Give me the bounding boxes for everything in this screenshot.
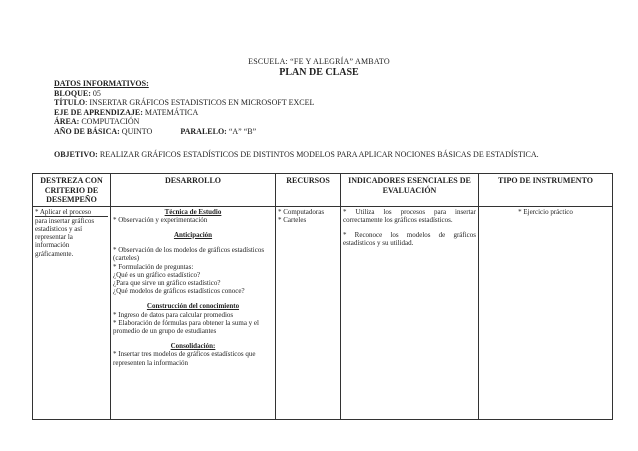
recurso-item: * Computadoras xyxy=(278,207,325,216)
tecnica-title: Técnica de Estudio xyxy=(164,207,222,216)
bloque-value: 05 xyxy=(92,88,101,98)
indicador-item: * Utiliza los procesos para insertar correctamente los gráficos estadísticos. xyxy=(343,207,476,224)
page-title: PLAN DE CLASE xyxy=(279,67,359,78)
recurso-item: * Carteles xyxy=(278,215,307,224)
header-recursos: RECURSOS xyxy=(276,174,341,207)
anticipacion-item: * Observación de los modelos de gráficos estadísticos (carteles) xyxy=(113,246,265,263)
objetivo-text: REALIZAR GRÁFICOS ESTADÍSTICOS DE DISTINTOS MODELOS PARA APLICAR NOCIONES BÁSICAS DE ESTADÍSTICA. xyxy=(99,150,539,159)
titulo-label: TÍTULO xyxy=(54,98,86,108)
tipo-item: * Ejercicio práctico xyxy=(518,207,573,216)
datos-informativos xyxy=(54,79,314,137)
section-label: DATOS INFORMATIVOS: xyxy=(54,79,149,88)
cell-recursos xyxy=(276,206,341,419)
table-row xyxy=(33,206,613,419)
destreza-line: para insertar gráficos xyxy=(35,216,95,225)
cell-indicadores xyxy=(341,206,479,419)
anio-value: QUINTO xyxy=(121,126,153,136)
indicador-item: * Reconoce los modelos de gráficos estadísticos y su utilidad. xyxy=(343,230,476,248)
consolidacion-item: * Insertar tres modelos de gráficos estadísticos que representen la información xyxy=(113,350,256,367)
destreza-line: gráficamente. xyxy=(35,249,74,258)
anticipacion-item: * Formulación de preguntas: xyxy=(113,262,194,271)
construccion-title: Construcción del conocimiento xyxy=(146,302,240,311)
plan-table xyxy=(32,173,613,420)
destreza-line: representar la xyxy=(35,233,73,242)
area-value: COMPUTACIÓN xyxy=(81,117,140,127)
paralelo-value: “A” “B” xyxy=(228,126,257,136)
cell-tipo xyxy=(479,206,613,419)
table-header-row xyxy=(33,174,613,207)
header-tipo: TIPO DE INSTRUMENTO xyxy=(479,174,613,207)
header-indicadores: INDICADORES ESENCIALES DE EVALUACIÓN xyxy=(341,174,479,207)
school-name: ESCUELA: “FE Y ALEGRÍA” AMBATO xyxy=(248,57,390,66)
eje-label: EJE DE APRENDIZAJE: xyxy=(54,107,143,117)
anticipacion-item: ¿Qué es un gráfico estadístico? xyxy=(113,270,201,279)
construccion-item: * Elaboración de fórmulas para obtener la suma y el promedio de un grupo de estudiantes xyxy=(113,318,259,335)
objetivo xyxy=(54,150,574,160)
cell-destreza xyxy=(33,206,111,419)
tecnica-item: * Observación y experimentación xyxy=(113,215,208,224)
bloque-label: BLOQUE: xyxy=(54,88,91,98)
destreza-line: * Aplicar el proceso xyxy=(35,208,108,217)
destreza-line: estadísticos y así xyxy=(35,224,83,233)
anticipacion-item: ¿Qué modelos de gráficos estadísticos conoce? xyxy=(113,287,245,296)
eje-value: MATEMÁTICA xyxy=(144,107,199,117)
construccion-item: * Ingreso de datos para calcular promedios xyxy=(113,310,234,319)
header-desarrollo: DESARROLLO xyxy=(111,174,276,207)
consolidacion-title: Consolidación: xyxy=(170,342,216,351)
paralelo-label: PARALELO: xyxy=(180,126,227,136)
anticipacion-title: Anticipación xyxy=(173,230,213,239)
titulo-value: : INSERTAR GRÁFICOS ESTADISTICOS EN MICROSOFT EXCEL xyxy=(85,98,315,108)
objetivo-label: OBJETIVO: xyxy=(54,150,98,159)
anio-label: AÑO DE BÁSICA: xyxy=(54,126,120,136)
area-label: ÁREA: xyxy=(54,117,80,127)
anticipacion-item: ¿Para que sirve un gráfico estadístico? xyxy=(113,278,221,287)
destreza-line: información xyxy=(35,241,70,250)
header-destreza: DESTREZA CON CRITERIO DE DESEMPEÑO xyxy=(33,174,111,207)
cell-desarrollo xyxy=(111,206,276,419)
